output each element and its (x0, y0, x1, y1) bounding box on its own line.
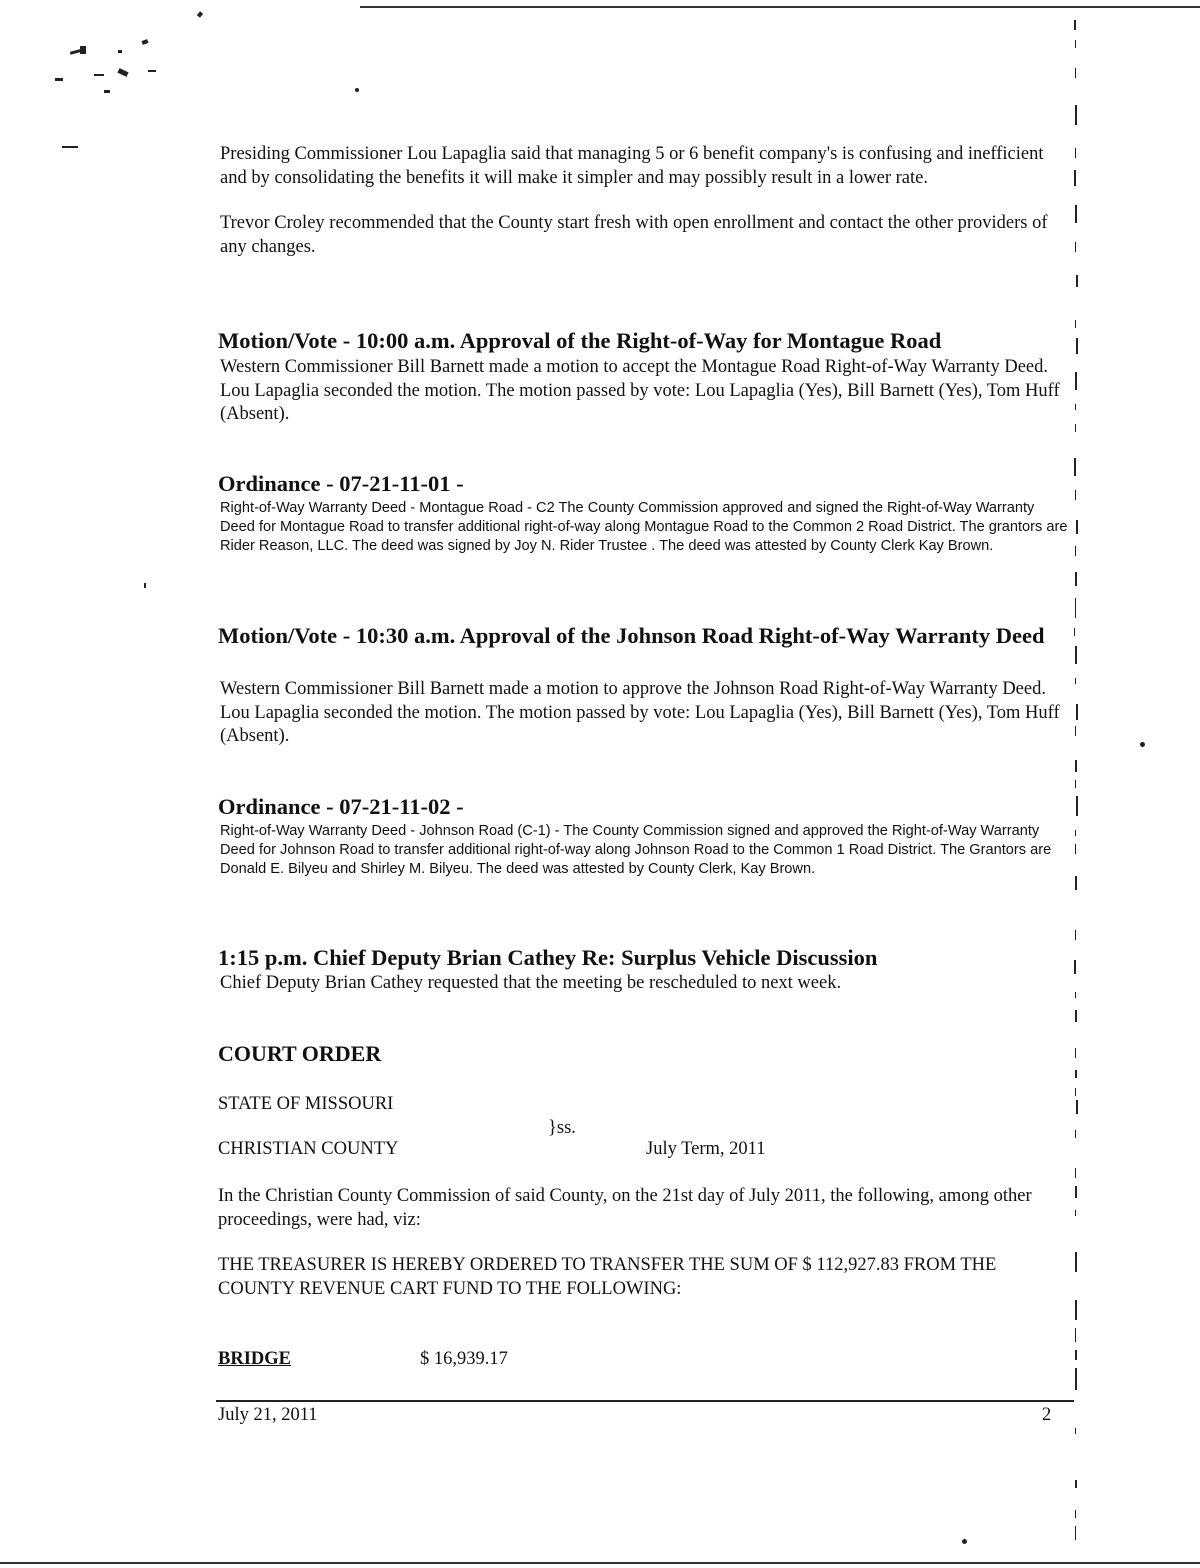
section-body-johnson-motion: Western Commissioner Bill Barnett made a motion to approve the Johnson Road Right-of-Way Warranty Deed. Lou Lapaglia seconded the motion. The motion passed by vote: Lou Lapaglia (Yes), Bill Barnett (Yes), Tom Huff (Absent). (220, 679, 1060, 746)
paragraph-enrollment: Trevor Croley recommended that the County start fresh with open enrollment and contact the other providers of any changes. (220, 213, 1048, 257)
court-order-intro: In the Christian County Commission of said County, on the 21st day of July 2011, the following, among other proceedings, were had, viz: (218, 1186, 1032, 1230)
section-heading-johnson-motion: Motion/Vote - 10:30 a.m. Approval of the Johnson Road Right-of-Way Warranty Deed (218, 623, 1045, 648)
section-body-surplus-vehicle: Chief Deputy Brian Cathey requested that the meeting be rescheduled to next week. (220, 973, 842, 993)
section-heading-montague-motion: Motion/Vote - 10:00 a.m. Approval of the Right-of-Way for Montague Road (218, 328, 942, 353)
court-order-transfer: THE TREASURER IS HEREBY ORDERED TO TRANSFER THE SUM OF $ 112,927.83 FROM THE COUNTY REVENUE CART FUND TO THE FOLLOWING: (218, 1255, 997, 1299)
section-heading-surplus-vehicle: 1:15 p.m. Chief Deputy Brian Cathey Re: Surplus Vehicle Discussion (218, 945, 878, 970)
section-body-montague-motion: Western Commissioner Bill Barnett made a motion to accept the Montague Road Right-of-Way Warranty Deed. Lou Lapaglia seconded the motion. The motion passed by vote: Lou Lapaglia (Yes), Bill Barnett (Yes), Tom Huff (Absent). (220, 357, 1060, 424)
fund-amount-bridge: $ 16,939.17 (420, 1349, 508, 1369)
footer-page-number: 2 (1042, 1405, 1052, 1425)
section-heading-ordinance-01: Ordinance - 07-21-11-01 - (218, 471, 464, 496)
footer-date: July 21, 2011 (218, 1405, 318, 1425)
court-order-state: STATE OF MISSOURI (218, 1094, 394, 1114)
top-border-line (360, 6, 1200, 8)
court-order-title: COURT ORDER (218, 1041, 382, 1066)
bottom-border-line (0, 1562, 1200, 1564)
paragraph-benefits: Presiding Commissioner Lou Lapaglia said that managing 5 or 6 benefit company's is confusing and inefficient and by consolidating the benefits it will make it simpler and may possibly result in a lower rate. (220, 144, 1044, 188)
fund-label-bridge: BRIDGE (218, 1349, 291, 1369)
section-body-ordinance-02: Right-of-Way Warranty Deed - Johnson Road (C-1) - The County Commission signed and approved the Right-of-Way Warranty Deed for Johnson Road to transfer additional right-of-way along Johnson Road to the Common 1 Road District. The Grantors are Donald E. Bilyeu and Shirley M. Bilyeu. The deed was attested by County Clerk, Kay Brown. (220, 823, 1052, 877)
court-order-term: July Term, 2011 (646, 1139, 766, 1159)
court-order-ss: }ss. (548, 1118, 576, 1138)
section-body-ordinance-01: Right-of-Way Warranty Deed - Montague Road - C2 The County Commission approved and signed the Right-of-Way Warranty Deed for Montague Road to transfer additional right-of-way along Montague Road to the Common 2 Road District. The grantors are Rider Reason, LLC. The deed was signed by Joy N. Rider Trustee . The deed was attested by County Clerk Kay Brown. (220, 500, 1068, 554)
court-order-county: CHRISTIAN COUNTY (218, 1139, 399, 1159)
section-heading-ordinance-02: Ordinance - 07-21-11-02 - (218, 794, 464, 819)
footer-rule (216, 1400, 1074, 1402)
